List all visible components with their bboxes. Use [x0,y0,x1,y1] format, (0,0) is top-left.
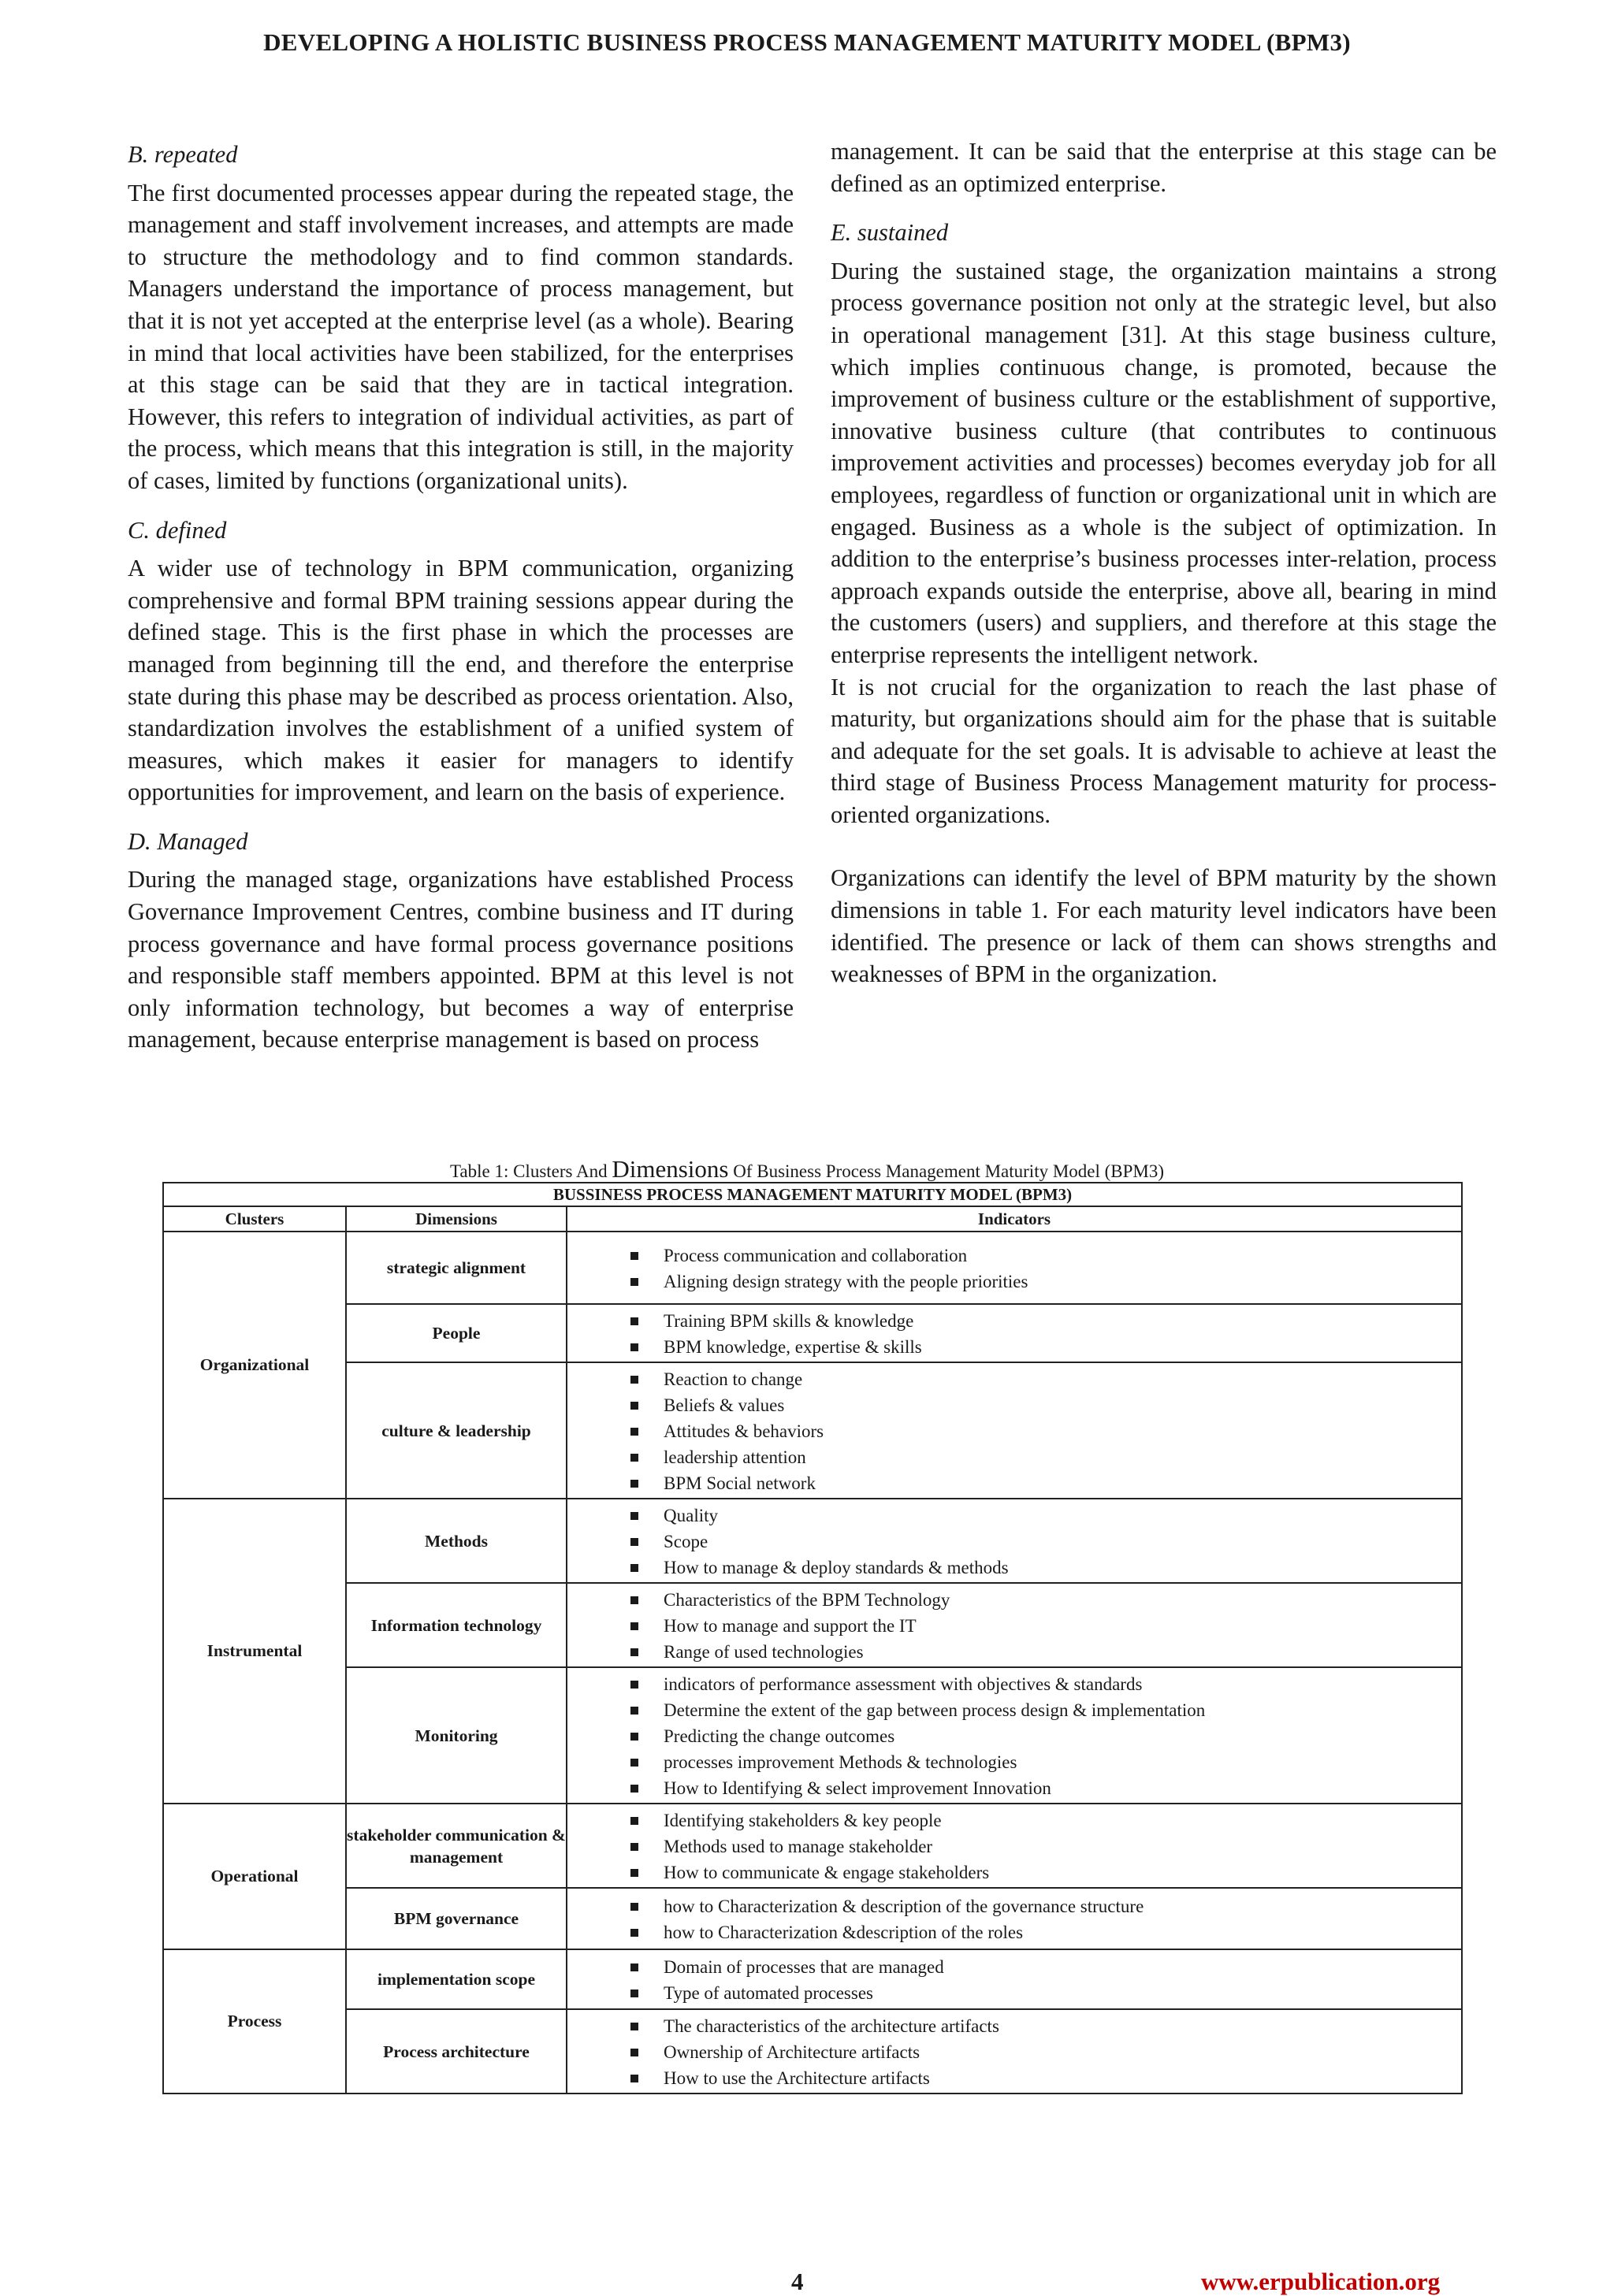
running-head: DEVELOPING A HOLISTIC BUSINESS PROCESS MANAGEMENT MATURITY MODEL (BPM3) [263,28,1351,56]
section-heading-managed: D. Managed [128,827,248,855]
table-caption-part-c: Of Business Process Management Maturity Model (BPM3) [728,1161,1165,1181]
indicator-list [567,1671,1461,1801]
indicators-cell [567,1362,1462,1499]
indicator-item: Reaction to change [567,1366,1461,1392]
paragraph-sustained: During the sustained stage, the organization maintains a strong process governance position not only at the strategic level, but also in operational management [31]. At this stage business culture, which implies continuous change, is promoted, because the improvement of business culture or the establishment of supportive, innovative business culture (that contributes to continuous improvement activities and processes) becomes everyday job for all employees, regardless of function or organizational unit in which are engaged. Business as a whole is the subject of optimization. In addition to the enterprise’s business processes inter-relation, process approach expands outside the enterprise, above all, bearing in mind the customers (users) and suppliers, and therefore at this stage the enterprise represents the intelligent network. [831,257,1497,668]
indicator-item: How to Identifying & select improvement Innovation [567,1775,1461,1801]
indicator-item: Aligning design strategy with the people priorities [567,1269,1461,1295]
indicators-cell [567,1804,1462,1888]
table-row [163,1583,1462,1667]
table-row [163,1232,1462,1304]
page-number: 4 [791,2268,804,2295]
indicators-cell [567,1304,1462,1362]
dimension-cell: Information technology [346,1583,567,1667]
table-row [163,1499,1462,1583]
column-header-clusters: Clusters [163,1206,346,1232]
indicator-item: BPM knowledge, expertise & skills [567,1334,1461,1360]
indicators-cell [567,1583,1462,1667]
paragraph-defined: A wider use of technology in BPM communication, organizing comprehensive and formal BPM training sessions appear during the defined stage. This is the first phase in which the processes are managed from beginning till the end, and therefore the enterprise state during this phase may be described as process orientation. Also, standardization involves the establishment of a unified system of measures, which makes it easier for managers to identify opportunities for improvement, and learn on the basis of experience. [128,555,794,806]
section-heading-repeated: B. repeated [128,141,238,168]
indicator-item: Identifying stakeholders & key people [567,1807,1461,1833]
cluster-cell: Process [163,1949,346,2094]
indicator-item: Scope [567,1529,1461,1555]
table-caption-part-b: Dimensions [612,1155,729,1183]
indicator-item: How to use the Architecture artifacts [567,2065,1461,2091]
table-row [163,1667,1462,1804]
cluster-cell: Instrumental [163,1499,346,1804]
indicator-list [567,1366,1461,1496]
dimension-cell: implementation scope [346,1949,567,2009]
indicator-item: Predicting the change outcomes [567,1723,1461,1749]
column-header-indicators: Indicators [567,1206,1462,1232]
indicator-list [567,2013,1461,2091]
indicator-list [567,1893,1461,1945]
dimension-cell: Methods [346,1499,567,1583]
dimension-cell: People [346,1304,567,1362]
table-row [163,1949,1462,2009]
table-title: BUSSINESS PROCESS MANAGEMENT MATURITY MODEL (BPM3) [163,1183,1462,1206]
paragraph-managed: During the managed stage, organizations have established Process Governance Improvement Centres, combine business and IT during process governance and have formal process governance positions and responsible staff members appointed. BPM at this level is not only information technology, but becomes a way of enterprise management, because enterprise management is based on process [128,866,794,1053]
indicator-item: Attitudes & behaviors [567,1418,1461,1444]
dimension-cell: culture & leadership [346,1362,567,1499]
indicator-item: how to Characterization & description of the governance structure [567,1893,1461,1919]
table-row [163,1804,1462,1888]
indicators-cell [567,1232,1462,1304]
publisher-url: www.erpublication.org [1201,2268,1441,2295]
indicator-item: BPM Social network [567,1470,1461,1496]
table-body [163,1232,1462,2094]
indicator-item: processes improvement Methods & technologies [567,1749,1461,1775]
indicator-item: Domain of processes that are managed [567,1954,1461,1980]
indicator-list [567,1807,1461,1885]
paragraph-managed-continued: management. It can be said that the enterprise at this stage can be defined as an optimized enterprise. [831,138,1497,197]
indicator-item: How to manage & deploy standards & methods [567,1555,1461,1581]
indicator-item: leadership attention [567,1444,1461,1470]
indicators-cell [567,1888,1462,1949]
column-header-dimensions: Dimensions [346,1206,567,1232]
indicator-item: Methods used to manage stakeholder [567,1833,1461,1859]
indicator-item: Range of used technologies [567,1639,1461,1665]
indicator-item: Determine the extent of the gap between process design & implementation [567,1697,1461,1723]
indicator-list [567,1503,1461,1581]
indicator-item: Ownership of Architecture artifacts [567,2039,1461,2065]
table-caption [0,1155,1614,1183]
indicator-item: Training BPM skills & knowledge [567,1308,1461,1334]
dimension-cell: stakeholder communication & management [346,1804,567,1888]
section-heading-defined: C. defined [128,516,227,544]
paragraph-identify-level: Organizations can identify the level of BPM maturity by the shown dimensions in table 1. For each maturity level indicators have been identified. The presence or lack of them can shows strengths and weaknesses of BPM in the organization. [831,864,1497,988]
indicator-list [567,1308,1461,1360]
dimension-cell: Process architecture [346,2009,567,2094]
indicator-item: Characteristics of the BPM Technology [567,1587,1461,1613]
indicators-cell [567,1667,1462,1804]
indicator-list [567,1243,1461,1295]
bpm3-table [162,1182,1463,2094]
indicator-item: How to communicate & engage stakeholders [567,1859,1461,1885]
table-row [163,1304,1462,1362]
right-column [831,136,1497,990]
indicator-item: The characteristics of the architecture artifacts [567,2013,1461,2039]
table-row [163,1888,1462,1949]
dimension-cell: strategic alignment [346,1232,567,1304]
table-row [163,1362,1462,1499]
indicator-item: Process communication and collaboration [567,1243,1461,1269]
indicator-list [567,1954,1461,2006]
indicators-cell [567,1499,1462,1583]
dimension-cell: Monitoring [346,1667,567,1804]
table-caption-part-a: Table 1: Clusters And [449,1161,612,1181]
indicators-cell [567,2009,1462,2094]
indicators-cell [567,1949,1462,2009]
left-column [128,139,794,1056]
indicator-item: How to manage and support the IT [567,1613,1461,1639]
indicator-item: indicators of performance assessment with objectives & standards [567,1671,1461,1697]
table-row [163,2009,1462,2094]
section-heading-sustained: E. sustained [831,219,949,247]
indicator-item: Type of automated processes [567,1980,1461,2006]
indicator-item: Quality [567,1503,1461,1529]
indicator-list [567,1587,1461,1665]
indicator-item: Beliefs & values [567,1392,1461,1418]
cluster-cell: Operational [163,1804,346,1949]
indicator-item: how to Characterization &description of the roles [567,1919,1461,1945]
dimension-cell: BPM governance [346,1888,567,1949]
paragraph-repeated: The first documented processes appear during the repeated stage, the management and staff involvement increases, and attempts are made to structure the methodology and to find common standards. Managers understand the importance of process management, but that it is not yet accepted at the enterprise level (as a whole). Bearing in mind that local activities have been stabilized, for the enterprises at this stage can be said that they are in tactical integration. However, this refers to integration of individual activities, as part of the process, which means that this integration is still, in the majority of cases, limited by functions (organizational units). [128,179,794,494]
cluster-cell: Organizational [163,1232,346,1499]
paragraph-maturity-goals: It is not crucial for the organization to reach the last phase of maturity, but organizations should aim for the phase that is suitable and adequate for the set goals. It is advisable to achieve at least the third stage of Business Process Management maturity for process-oriented organizations. [831,673,1497,828]
